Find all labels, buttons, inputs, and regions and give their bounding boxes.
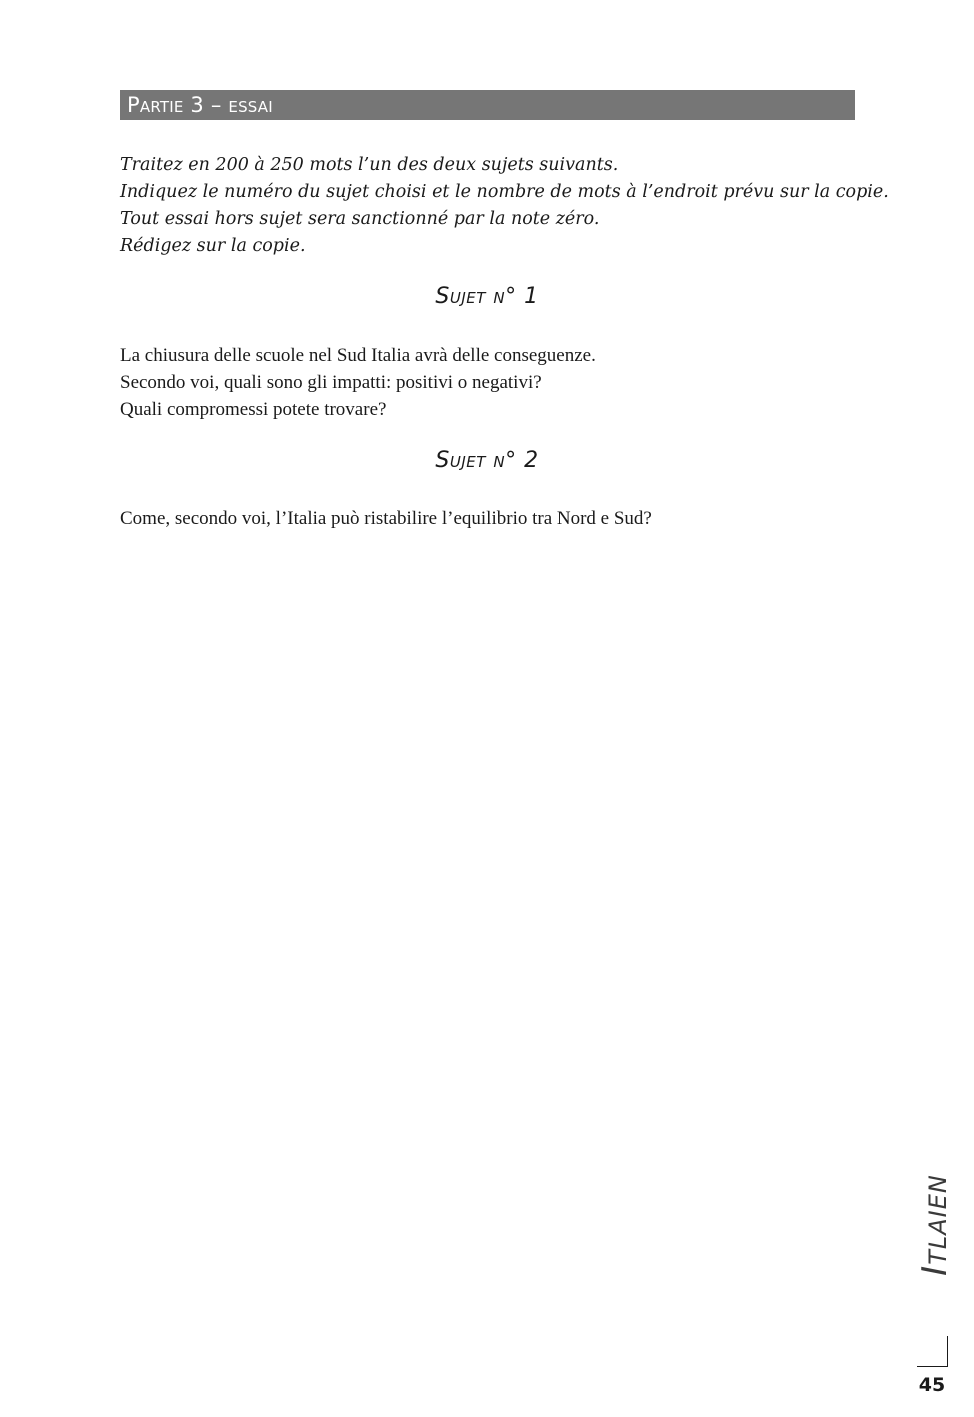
subject-1-line: Secondo voi, quali sono gli impatti: positivi o negativi?: [120, 372, 542, 393]
page-corner-rule-vertical: [947, 1336, 948, 1367]
instruction-line: Rédigez sur la copie.: [120, 236, 306, 256]
subject-1-line: Quali compromessi potete trovare?: [120, 399, 387, 420]
subject-2-text: [120, 505, 880, 532]
subject-2-line: Come, secondo voi, l’Italia può ristabilire l’equilibrio tra Nord e Sud?: [120, 508, 652, 529]
instructions-block: [120, 152, 889, 260]
instruction-line: Tout essai hors sujet sera sanctionné par la note zéro.: [120, 209, 600, 229]
instruction-line: Indiquez le numéro du sujet choisi et le nombre de mots à l’endroit prévu sur la copie.: [120, 182, 889, 202]
side-language-label: Itlaien: [915, 1174, 955, 1276]
instruction-line: Traitez en 200 à 250 mots l’un des deux sujets suivants.: [120, 155, 619, 175]
subject-1-text: [120, 342, 880, 423]
subject-2-heading: Sujet n° 2: [435, 448, 539, 473]
subject-1-heading: Sujet n° 1: [435, 284, 539, 309]
page-corner-rule-horizontal: [917, 1366, 947, 1367]
section-title: Partie 3 – essai: [120, 90, 855, 120]
page-number: 45: [918, 1374, 946, 1396]
subject-1-line: La chiusura delle scuole nel Sud Italia avrà delle conseguenze.: [120, 345, 596, 366]
